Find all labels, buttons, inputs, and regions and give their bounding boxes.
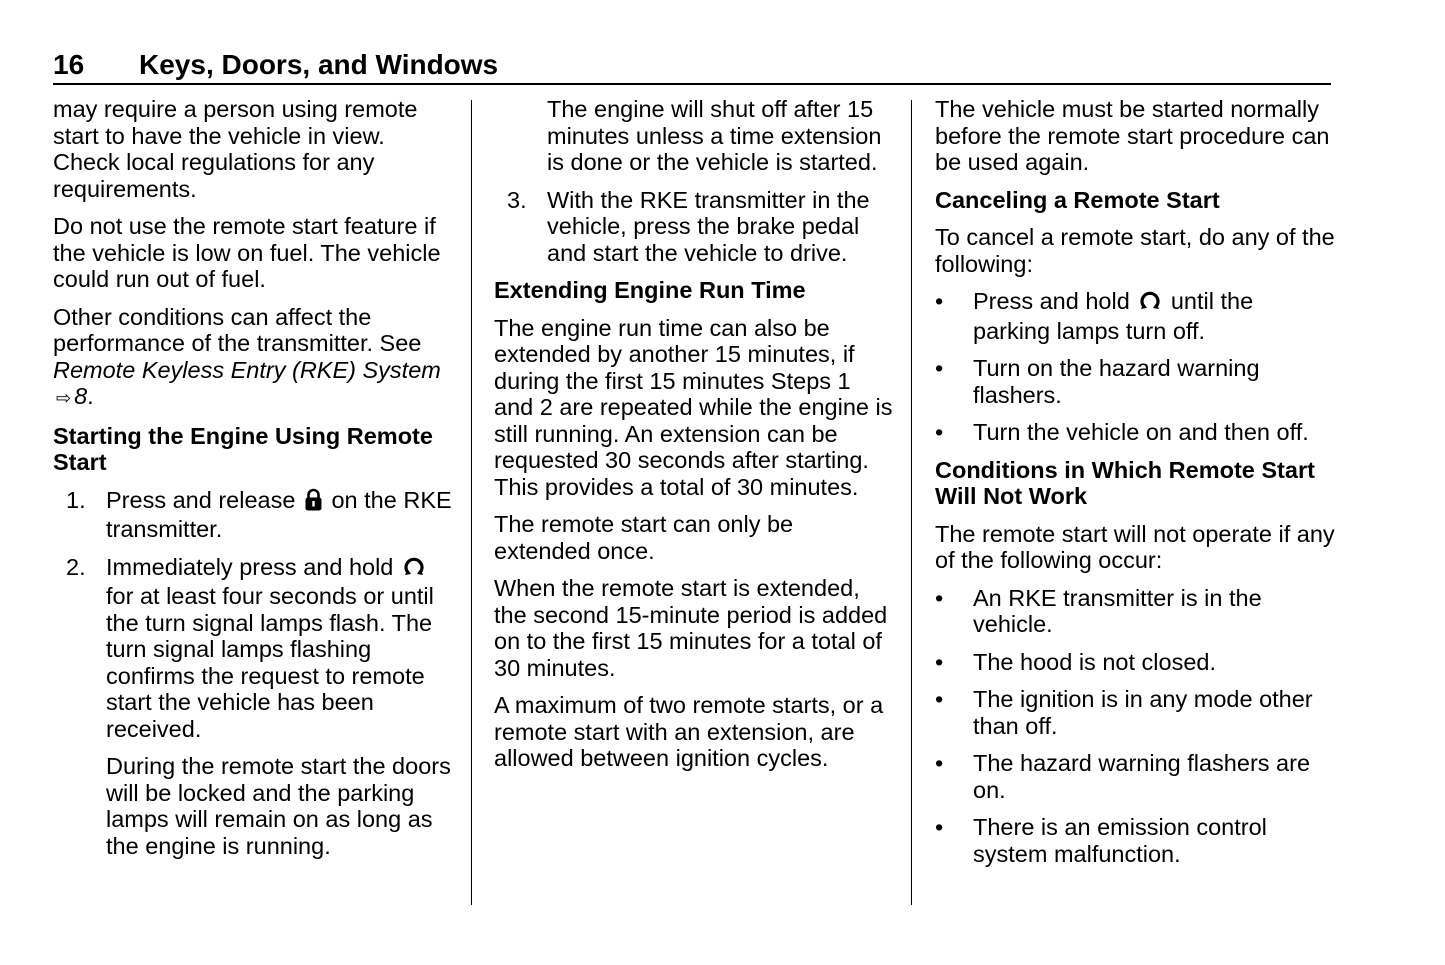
column-divider bbox=[911, 100, 912, 905]
paragraph: The remote start will not operate if any of the following occur: bbox=[935, 520, 1335, 573]
list-item bbox=[935, 686, 1335, 739]
step-text: for at least four seconds or until the turn signal lamps flash. The turn signal lamps flashing confirms the request to remote start the vehicle has been received. bbox=[106, 583, 434, 742]
bullet-icon: • bbox=[935, 584, 944, 611]
paragraph: A maximum of two remote starts, or a remote start with an extension, are allowed between ignition cycles. bbox=[494, 692, 884, 771]
paragraph: The vehicle must be started normally before the remote start procedure can be used again. bbox=[935, 96, 1330, 175]
bullet-text: Turn on the hazard warning flashers. bbox=[973, 355, 1260, 408]
section-heading: Starting the Engine Using Remote Start bbox=[53, 422, 433, 475]
bullet-icon: • bbox=[935, 355, 944, 381]
list-item bbox=[53, 487, 453, 543]
step-number: 1. bbox=[66, 486, 86, 513]
lock-icon bbox=[304, 488, 323, 517]
step-text: Press and release bbox=[106, 486, 296, 513]
list-item bbox=[935, 649, 1335, 676]
paragraph: The remote start can only be extended once. bbox=[494, 511, 794, 564]
step-continuation: The engine will shut off after 15 minutes unless a time extension is done or the vehicle is started. bbox=[547, 96, 882, 175]
list-item bbox=[935, 288, 1335, 344]
paragraph: Do not use the remote start feature if the vehicle is low on fuel. The vehicle could run out of fuel. bbox=[53, 213, 441, 292]
paragraph: may require a person using remote start to have the vehicle in view. Check local regulations for any requirements. bbox=[53, 96, 418, 202]
bullet-text: The ignition is in any mode other than off. bbox=[973, 686, 1313, 739]
paragraph-rke-reference: Other conditions can affect the performance of the transmitter. See Remote Keyless Entry (RKE) System⇨ 8. bbox=[53, 304, 453, 412]
paragraph: When the remote start is extended, the second 15-minute period is added on to the first 15 minutes for a total of 30 minutes. bbox=[494, 575, 888, 681]
bullet-text: The hazard warning flashers are on. bbox=[973, 750, 1311, 803]
section-heading: Canceling a Remote Start bbox=[935, 186, 1220, 213]
list-item bbox=[935, 419, 1335, 446]
bullet-text: The hood is not closed. bbox=[973, 648, 1216, 675]
paragraph: To cancel a remote start, do any of the following: bbox=[935, 224, 1335, 277]
step-text: Immediately press and hold bbox=[106, 553, 394, 580]
list-item bbox=[53, 554, 453, 743]
cross-reference-arrow-icon: ⇨ bbox=[56, 388, 72, 408]
rke-system-link[interactable]: Remote Keyless Entry (RKE) System bbox=[53, 356, 441, 383]
step-text: With the RKE transmitter in the vehicle, press the brake pedal and start the vehicle to drive. bbox=[547, 186, 870, 266]
bullet-text: Press and hold bbox=[973, 288, 1130, 314]
bullet-icon: • bbox=[935, 750, 944, 776]
step-number: 3. bbox=[507, 186, 527, 213]
bullet-icon: • bbox=[935, 419, 944, 445]
bullet-text: An RKE transmitter is in the vehicle. bbox=[973, 584, 1262, 637]
page-header bbox=[53, 46, 1331, 85]
bullet-icon: • bbox=[935, 648, 944, 675]
list-item bbox=[935, 585, 1335, 638]
bullet-text: There is an emission control system malfunction. bbox=[973, 814, 1267, 867]
column-divider bbox=[471, 100, 472, 905]
step-text: on the RKE transmitter. bbox=[106, 486, 452, 542]
page-title: Keys, Doors, and Windows bbox=[139, 49, 499, 80]
column-left bbox=[53, 96, 453, 870]
section-heading: Extending Engine Run Time bbox=[494, 277, 806, 303]
section-heading: Conditions in Which Remote Start Will Not Work bbox=[935, 456, 1315, 509]
remote-start-icon bbox=[1138, 289, 1162, 318]
remote-start-icon bbox=[402, 555, 426, 584]
list-item bbox=[935, 355, 1335, 408]
paragraph: The engine run time can also be extended by another 15 minutes, if during the first 15 minutes Steps 1 and 2 are repeated while the engine is still running. An extension can be requested 30 seconds after starting. This provides a total of 30 minutes. bbox=[494, 314, 893, 500]
paragraph-text: Other conditions can affect the performance of the transmitter. See bbox=[53, 303, 422, 356]
column-right bbox=[935, 96, 1335, 878]
list-item bbox=[935, 750, 1335, 803]
page-reference[interactable]: 8 bbox=[74, 383, 88, 409]
list-item bbox=[935, 814, 1335, 867]
step-number: 2. bbox=[66, 553, 86, 580]
page-number: 16 bbox=[53, 49, 85, 80]
list-item bbox=[494, 187, 894, 267]
bullet-icon: • bbox=[935, 814, 944, 840]
column-middle bbox=[494, 96, 894, 783]
bullet-text: until the parking lamps turn off. bbox=[973, 288, 1254, 344]
bullet-icon: • bbox=[935, 288, 944, 314]
bullet-icon: • bbox=[935, 686, 944, 712]
bullet-text: Turn the vehicle on and then off. bbox=[973, 419, 1309, 445]
step-continuation: During the remote start the doors will be locked and the parking lamps will remain on as long as the engine is running. bbox=[106, 753, 451, 859]
